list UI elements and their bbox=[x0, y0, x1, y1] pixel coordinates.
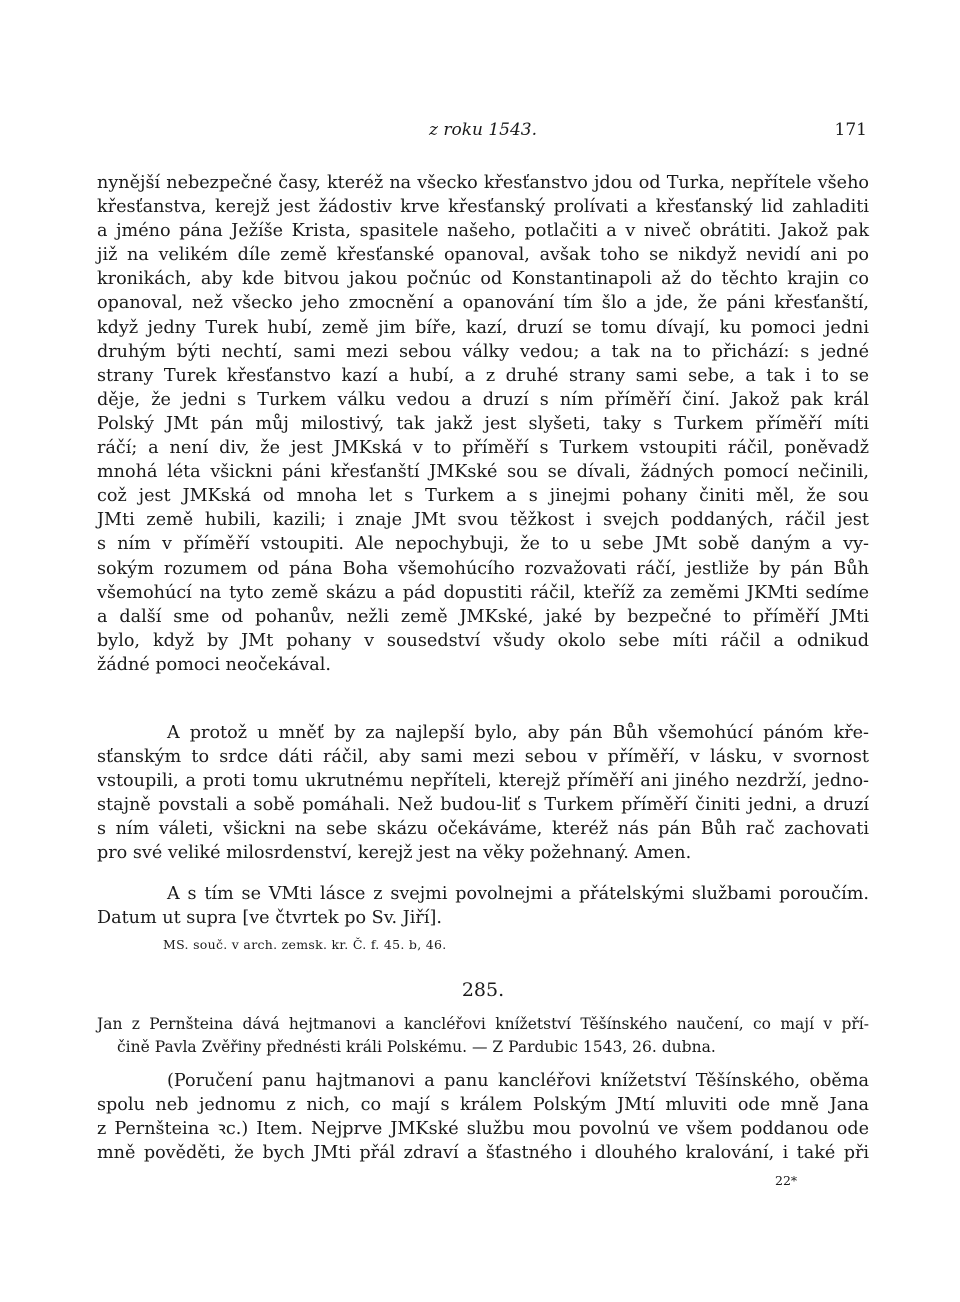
text-line: vstoupili, a proti tomu ukrutnému nepříteli, kterejž příměří ani jiného nezdrží, jedno- bbox=[97, 771, 869, 792]
text-line: A protož u mněť by za najlepší bylo, aby pán Bůh všemohúcí pánóm kře- bbox=[167, 723, 869, 743]
text-line: z Pernšteina ꝛc.) Item. Nejprve JMKské službu mou povolnú ve všem poddanou ode bbox=[97, 1119, 869, 1140]
text-line: což jest JMKská od mnoha let s Turkem a s jinejmi pohany činiti měl, že sou bbox=[97, 486, 869, 507]
text-line: spolu neb jednomu z nich, co mají s králem Polským JMtí mluviti ode mně Jana bbox=[97, 1095, 869, 1116]
text-line: druhým býti nechtí, sami mezi sebou války vedou; a tak na to přichází: s jedné bbox=[97, 341, 869, 362]
text-line: Datum ut supra [ve čtvrtek po Sv. Jiří]. bbox=[97, 908, 442, 929]
text-line: strany Turek křesťanstvo kazí a hubí, a z druhé strany sami sebe, a tak i to se bbox=[97, 365, 869, 386]
book-page bbox=[97, 0, 869, 1302]
text-line: když jedny Turek hubí, země jim bíře, kazí, druzí se tomu dívají, ku pomoci jedni bbox=[97, 317, 869, 338]
text-line: a další sme od pohanův, nežli země JMKské, jaké by bezpečné to příměří JMti bbox=[97, 606, 869, 627]
body-paragraph-4 bbox=[97, 1069, 869, 1165]
summary-line: Jan z Pernšteina dává hejtmanovi a kancléřovi knížetství Těšínského naučení, co mají v pří- bbox=[97, 1015, 869, 1033]
page-number: 171 bbox=[834, 120, 867, 140]
document-number: 285. bbox=[461, 979, 505, 1001]
text-line: a jméno pána Ježíše Krista, spasitele našeho, potlačiti a v niveč obrátiti. Jakož pak bbox=[97, 221, 869, 242]
text-line: s ním váleti, všickni na sebe skázu očekáváme, kteréž nás pán Bůh rač zachovati bbox=[97, 819, 869, 840]
text-line: pro své veliké milosrdenství, kerejž jest na věky požehnaný. Amen. bbox=[97, 843, 692, 864]
text-line: ráčí; a není div, že jest JMKská v to příměří s Turkem vstoupiti ráčil, poněvadž bbox=[97, 438, 869, 459]
text-line: mně pověděti, že bych JMti přál zdraví a šťastného i dlouhého kralování, i také při bbox=[97, 1143, 869, 1164]
text-line: nynější nebezpečné časy, kteréž na všecko křesťanstvo jdou od Turka, nepřítele všeho bbox=[97, 173, 869, 193]
text-line: mnohá léta všickni páni křesťanští JMKské sou se dívali, žádných pomocí nečinili, bbox=[97, 462, 869, 483]
text-line: sokým rozumem od pána Boha všemohúcího rozvažovati ráčí, jestliže by pán Bůh bbox=[97, 558, 869, 579]
body-paragraph-3 bbox=[97, 882, 869, 930]
signature-mark: 22* bbox=[775, 1173, 798, 1188]
running-header bbox=[97, 120, 869, 144]
body-paragraph-1 bbox=[97, 171, 869, 677]
text-line: JMti země hubili, kazili; i znaje JMt svou těžkost i svejch poddaných, ráčil jest bbox=[97, 510, 869, 531]
text-line: všemohúcí na tyto země skázu a pád dopustiti ráčil, kteříž za zeměmi JKMti sedíme bbox=[97, 582, 869, 603]
body-paragraph-2 bbox=[97, 721, 869, 866]
text-line: Polský JMt pán můj milostivý, tak jakž jest slyšeti, taky s Turkem příměří míti bbox=[97, 413, 869, 434]
text-line: již na velikém díle země křesťanské opanoval, avšak toho se nikdyž nevidí ani po bbox=[97, 245, 869, 266]
text-line: opanoval, než všecko jeho zmocnění a opanování tím šlo a jde, že páni křesťanští, bbox=[97, 293, 869, 314]
text-line: sťanským to srdce dáti ráčil, aby sami mezi sebou v příměří, v lásku, v svornost bbox=[97, 747, 869, 768]
text-line: A s tím se VMti lásce z svejmi povolnejmi a přátelskými službami poroučím. bbox=[167, 884, 869, 904]
text-line: děje, že jedni s Turkem válku vedou a druzí s ním příměří činí. Jakož pak král bbox=[97, 389, 869, 410]
text-line: stajně povstali a sobě pomáhali. Než budou-liť s Turkem příměří činiti jedni, a druzí bbox=[97, 795, 869, 816]
source-note: MS. souč. v arch. zemsk. kr. Č. f. 45. b, 46. bbox=[163, 937, 447, 952]
text-line: kronikách, aby kde bitvou jakou počnúc od Konstantinapoli až do těchto krajin co bbox=[97, 269, 869, 290]
text-line: (Poručení panu hajtmanovi a panu kancléřovi knížetství Těšínského, oběma bbox=[167, 1071, 869, 1091]
text-line: žádné pomoci neočekával. bbox=[97, 654, 331, 675]
running-title: z roku 1543. bbox=[428, 120, 538, 140]
summary-line: čině Pavla Zvěřiny přednésti králi Polskému. — Z Pardubic 1543, 26. dubna. bbox=[117, 1037, 716, 1056]
text-line: s ním v příměří vstoupiti. Ale nepochybuji, že to u sebe JMt sobě daným a vy- bbox=[97, 534, 869, 555]
text-line: bylo, když by JMt pohany v sousedství všudy okolo sebe míti ráčil a odnikud bbox=[97, 630, 869, 651]
document-summary bbox=[97, 1013, 869, 1058]
text-line: křesťanstva, kerejž jest žádostiv krve křesťanský prolívati a křesťanský lid zahladiti bbox=[97, 197, 869, 218]
